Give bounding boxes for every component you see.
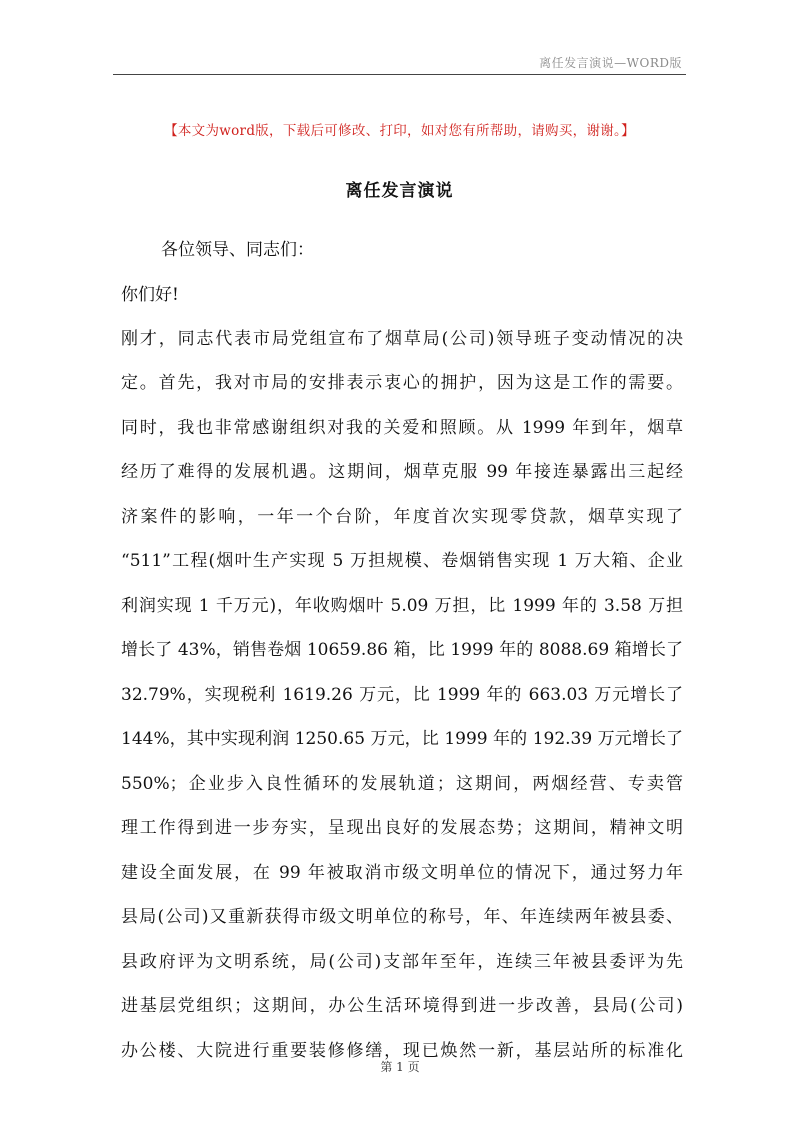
salutation: 各位领导、同志们：	[161, 240, 314, 260]
paragraph-line: 县局(公司)又重新获得市级文明单位的称号，年、年连续两年被县委、	[121, 907, 683, 927]
page-title: 离任发言演说	[345, 181, 454, 201]
paragraph-line: 同时，我也非常感谢组织对我的关爱和照顾。从 1999 年到年，烟草	[121, 418, 683, 438]
paragraph-line: 利润实现 1 千万元)，年收购烟叶 5.09 万担，比 1999 年的 3.58 万担	[121, 596, 683, 616]
paragraph-line: 建设全面发展，在 99 年被取消市级文明单位的情况下，通过努力年	[121, 863, 683, 883]
paragraph-line: 144%，其中实现利润 1250.65 万元，比 1999 年的 192.39 万元增长了	[121, 729, 683, 749]
paragraph-line: 进基层党组织；这期间，办公生活环境得到进一步改善，县局(公司)	[121, 996, 683, 1016]
paragraph-line: 定。首先，我对市局的安排表示衷心的拥护，因为这是工作的需要。	[121, 373, 683, 393]
paragraph-line: 理工作得到进一步夯实，呈现出良好的发展态势；这期间，精神文明	[121, 818, 683, 838]
paragraph-line: 济案件的影响，一年一个台阶，年度首次实现零贷款，烟草实现了	[121, 507, 683, 527]
paragraph-line: “511”工程(烟叶生产实现 5 万担规模、卷烟销售实现 1 万大箱、企业	[121, 551, 683, 571]
page-number: 第 1 页	[380, 1060, 420, 1074]
header-divider	[113, 74, 686, 75]
running-header: 离任发言演说—WORD版	[539, 56, 682, 70]
paragraph-line: 办公楼、大院进行重要装修修缮，现已焕然一新，基层站所的标准化	[121, 1041, 683, 1061]
paragraph-line: 经历了难得的发展机遇。这期间，烟草克服 99 年接连暴露出三起经	[121, 462, 683, 482]
greeting: 你们好!	[121, 285, 179, 305]
download-notice: 【本文为word版，下载后可修改、打印，如对您有所帮助，请购买，谢谢。】	[164, 123, 635, 139]
paragraph-line: 增长了 43%，销售卷烟 10659.86 箱，比 1999 年的 8088.69 箱增长了	[121, 640, 683, 660]
paragraph-line: 32.79%，实现税利 1619.26 万元，比 1999 年的 663.03 万元增长了	[121, 685, 683, 705]
paragraph-line: 县政府评为文明系统，局(公司)支部年至年，连续三年被县委评为先	[121, 952, 683, 972]
paragraph-line: 550%；企业步入良性循环的发展轨道；这期间，两烟经营、专卖管	[121, 774, 683, 794]
paragraph-line: 刚才，同志代表市局党组宣布了烟草局(公司)领导班子变动情况的决	[121, 329, 683, 349]
